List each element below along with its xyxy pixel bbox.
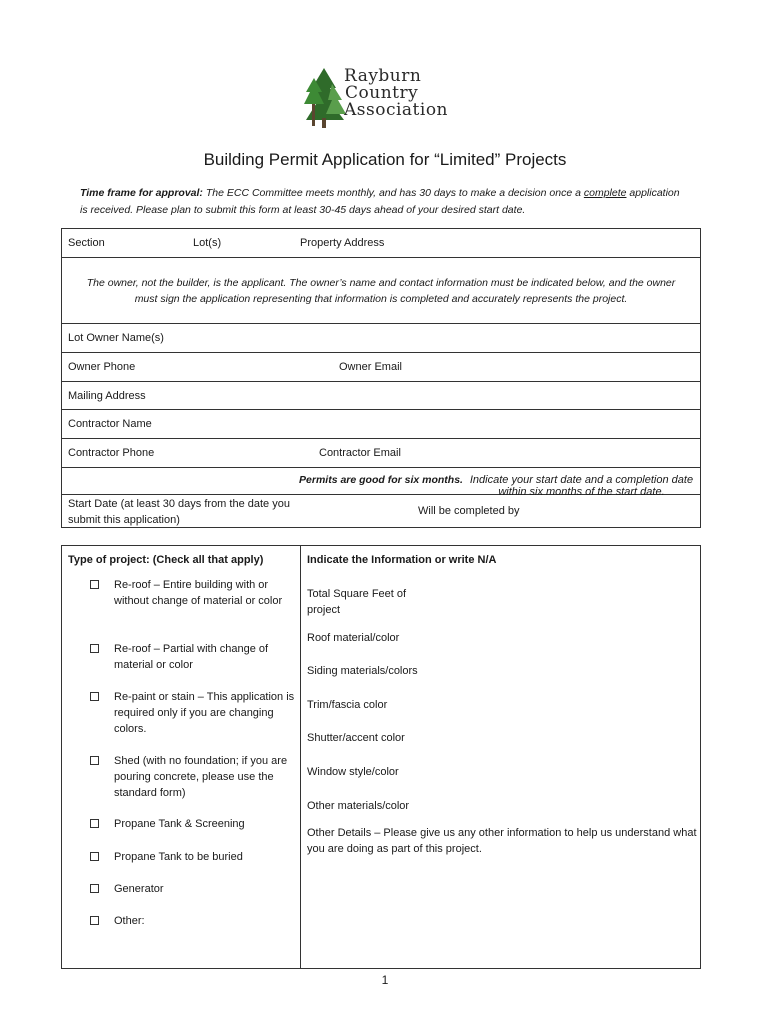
project-type-propane-screening[interactable] [90,816,300,834]
info-roof-material[interactable]: Roof material/color [307,632,400,644]
row-owner-contact[interactable] [62,353,700,382]
project-type-label: Re-roof – Entire building with or without change of material or color [114,579,283,607]
row-permits-notice [62,468,700,498]
row-owner-notice [62,258,700,324]
project-type-label: Other: [114,915,145,927]
info-total-square-feet[interactable]: Total Square Feet of project [307,588,407,616]
completed-by-label: Will be completed by [418,505,520,517]
row-lot-owner[interactable] [62,324,700,353]
owner-phone-label: Owner Phone [68,361,136,373]
row-section-lot-address [62,229,700,258]
checkbox[interactable] [90,644,99,653]
timeframe-text-after: application is received. Please plan to submit this form at least 30-45 days ahead of your desired start date. [80,187,680,216]
logo-text [344,68,448,119]
contractor-email-label: Contractor Email [319,447,401,459]
permits-bold: Permits are good for six months. [299,474,463,486]
project-type-label: Propane Tank to be buried [114,851,243,863]
info-other-materials[interactable]: Other materials/color [307,800,410,812]
checkbox[interactable] [90,884,99,893]
lot-owner-label: Lot Owner Name(s) [68,332,164,344]
project-type-label: Re-roof – Partial with change of material or color [114,643,269,671]
checkbox[interactable] [90,580,99,589]
owner-notice: The owner, not the builder, is the applicant. The owner’s name and contact information must be indicated below, and the owner must sign the application representing that information is completed and accurately represents the project. [86,277,676,305]
checkbox[interactable] [90,692,99,701]
section-label: Section [68,237,105,249]
info-window-style[interactable]: Window style/color [307,766,399,778]
checkbox[interactable] [90,852,99,861]
info-header: Indicate the Information or write N/A [307,554,497,566]
row-dates[interactable] [62,495,700,527]
page-number: 1 [381,973,389,987]
logo-line-2: Country [345,83,419,103]
project-type-reroof-partial[interactable] [90,641,300,675]
project-type-reroof-entire[interactable] [90,577,300,627]
page-title: Building Permit Application for “Limited” Projects [203,150,567,169]
project-type-propane-buried[interactable] [90,849,300,867]
column-divider [300,546,301,968]
project-details-table [61,545,701,969]
tree-icon [302,66,348,130]
property-address-label[interactable]: Property Address [300,237,385,249]
contractor-phone-label: Contractor Phone [68,447,155,459]
row-contractor-contact[interactable] [62,439,700,468]
mailing-address-label: Mailing Address [68,390,146,402]
checkbox[interactable] [90,756,99,765]
start-date-label: Start Date (at least 30 days from the date you submit this application) [68,498,290,526]
project-type-label: Propane Tank & Screening [114,818,245,830]
permits-notice [62,474,700,498]
logo-line-1: Rayburn [344,66,422,86]
contractor-name-label: Contractor Name [68,418,152,430]
timeframe-complete: complete [583,187,627,199]
row-contractor-name[interactable] [62,410,700,439]
info-other-details[interactable]: Other Details – Please give us any other information to help us understand what you are doing as part of this project. [307,827,697,855]
info-shutter-color[interactable]: Shutter/accent color [307,732,405,744]
applicant-info-table [61,228,701,528]
info-siding-materials[interactable]: Siding materials/colors [307,665,418,677]
logo-line-3: Association [344,100,449,120]
permits-rest: Indicate your start date and a completion date within six months of the start date. [469,474,694,498]
checkbox[interactable] [90,916,99,925]
project-type-header: Type of project: (Check all that apply) [68,554,264,566]
timeframe-paragraph [80,185,690,219]
checkbox[interactable] [90,819,99,828]
association-logo [302,66,472,130]
row-mailing-address[interactable] [62,382,700,410]
project-type-label: Shed (with no foundation; if you are pouring concrete, please use the standard form) [114,755,288,799]
project-type-other[interactable] [90,913,300,931]
owner-email-label: Owner Email [339,361,402,373]
project-type-shed[interactable] [90,753,300,803]
info-trim-color[interactable]: Trim/fascia color [307,699,388,711]
project-type-repaint[interactable] [90,689,300,739]
lots-label: Lot(s) [193,237,222,249]
project-type-label: Generator [114,883,164,895]
project-type-label: Re-paint or stain – This application is required only if you are changing colors. [114,691,295,735]
project-type-generator[interactable] [90,881,300,899]
timeframe-text-before: The ECC Committee meets monthly, and has 30 days to make a decision once a [202,187,584,199]
timeframe-label: Time frame for approval: [80,187,203,199]
